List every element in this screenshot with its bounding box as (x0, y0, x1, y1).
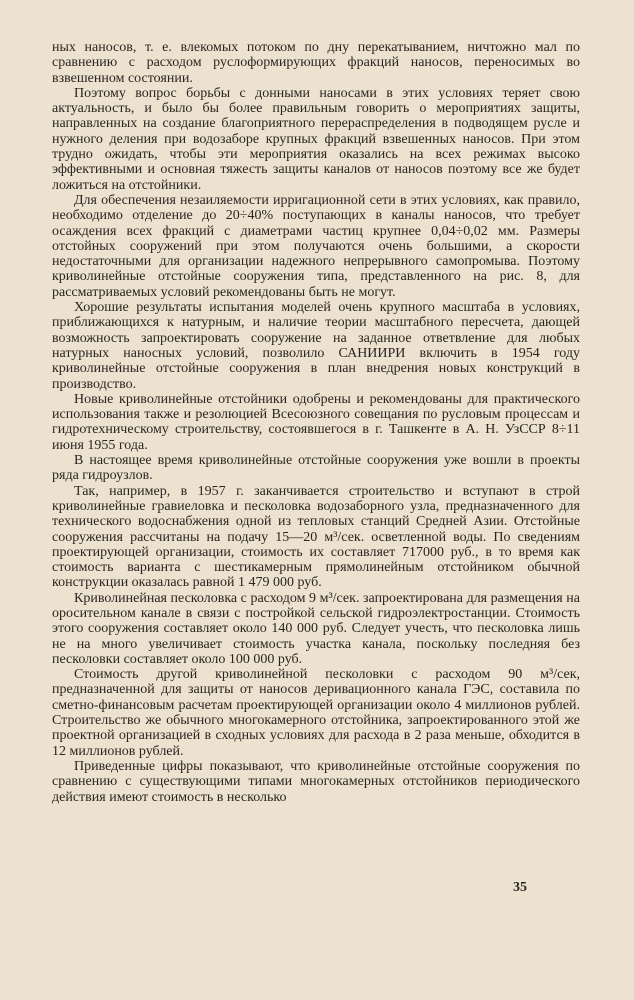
paragraph: В настоящее время криволинейные отстойные сооружения уже вошли в проекты ряда гидроузлов. (52, 453, 580, 484)
page-text (52, 40, 580, 805)
page-number: 35 (513, 880, 527, 895)
paragraph: Стоимость другой криволинейной песколовки с расходом 90 м³/сек, предназначенной для защиты от наносов деривационного канала ГЭС, составила по сметно-финансовым расчетам проектирующей организации около 4 миллионов рублей. Строительство же обычного многокамерного отстойника, запроектированного этой же проектной организацией в сходных условиях для расхода в 2 раза меньше, обходится в 12 миллионов рублей. (52, 667, 580, 759)
paragraph: Новые криволинейные отстойники одобрены и рекомендованы для практического использования также и резолюцией Всесоюзного совещания по русловым процессам и гидротехническому строительству, состоявшегося в г. Ташкенте в А. Н. УзССР 8÷11 июня 1955 года. (52, 391, 580, 453)
paragraph: Поэтому вопрос борьбы с донными наносами в этих условиях теряет свою актуальность, и было бы более правильным говорить о мероприятиях защиты, направленных на создание благоприятного перераспределения в подводящем русле и нужного деления при водозаборе крупных фракций взвешенных наносов. При этом трудно ожидать, чтобы эти мероприятия оказались на всех режимах высоко эффективными и основная тяжесть защиты каналов от наносов поэтому все же будет ложиться на отстойники. (52, 85, 580, 193)
paragraph: Так, например, в 1957 г. заканчивается строительство и вступают в строй криволинейные гравиеловка и песколовка водозаборного узла, предназначенного для технического водоснабжения одной из тепловых станций Средней Азии. Отстойные сооружения рассчитаны на подачу 15—20 м³/сек. осветленной воды. По сведениям проектирующей организации, стоимость их составляет 717000 руб., в то время как стоимость варианта с шестикамерным прямолинейным отстойником обычной конструкции оказалась равной 1 479 000 руб. (52, 483, 580, 591)
paragraph: Приведенные цифры показывают, что криволинейные отстойные сооружения по сравнению с существующими типами многокамерных отстойников периодического действия имеют стоимость в несколько (52, 758, 580, 805)
paragraph: Криволинейная песколовка с расходом 9 м³/сек. запроектирована для размещения на оросительном канале в связи с постройкой сельской гидроэлектростанции. Стоимость этого сооружения составляет около 140 000 руб. Следует учесть, что песколовка лишь не на много увеличивает стоимость участка канала, поскольку последняя без песколовки составляет около 100 000 руб. (52, 590, 580, 667)
paragraph: Для обеспечения незаиляемости ирригационной сети в этих условиях, как правило, необходимо отделение до 20÷40% поступающих в каналы наносов, что требует осаждения всех фракций с диаметрами частиц крупнее 0,04÷0,02 мм. Размеры отстойных сооружений при этом получаются очень большими, а скорости недостаточными для организации надежного непрерывного самопромыва. Поэтому криволинейные отстойные сооружения типа, представленного на рис. 8, для рассматриваемых условий рекомендованы быть не могут. (52, 192, 580, 300)
paragraph: ных наносов, т. е. влекомых потоком по дну перекатыванием, ничтожно мал по сравнению с расходом руслоформирующих фракций наносов, переносимых во взвешенном состоянии. (52, 40, 580, 86)
paragraph: Хорошие результаты испытания моделей очень крупного масштаба в условиях, приближающихся к натурным, и наличие теории масштабного пересчета, дающей возможность запроектировать сооружение на заданное ответвление для любых натурных наносных условий, позволило САНИИРИ включить в 1954 году криволинейные отстойные сооружения в план внедрения новых конструкций в производство. (52, 300, 580, 392)
